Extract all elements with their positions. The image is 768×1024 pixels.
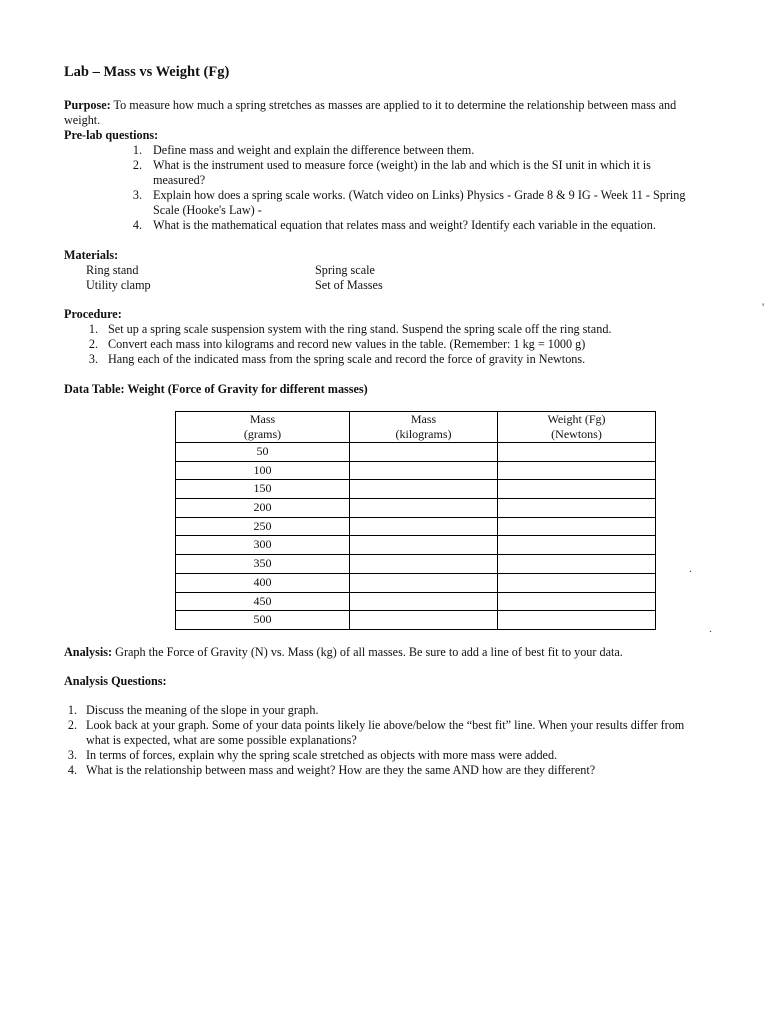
weight-newtons-cell[interactable]	[498, 611, 656, 630]
mass-grams-cell: 450	[176, 592, 350, 611]
mass-grams-cell: 500	[176, 611, 350, 630]
weight-newtons-cell[interactable]	[498, 536, 656, 555]
table-row	[176, 536, 656, 555]
stray-mark: .	[689, 561, 692, 575]
table-row	[176, 573, 656, 592]
mass-kilograms-cell[interactable]	[350, 611, 498, 630]
weight-newtons-cell[interactable]	[498, 461, 656, 480]
mass-kilograms-cell[interactable]	[350, 573, 498, 592]
procedure-list	[88, 322, 708, 367]
mass-grams-cell: 250	[176, 517, 350, 536]
table-row	[176, 499, 656, 518]
table-header-row	[176, 412, 656, 443]
table-row	[176, 443, 656, 462]
table-row	[176, 480, 656, 499]
list-item: 2. What is the instrument used to measure force (weight) in the lab and which is the SI unit in which it is measured?	[132, 158, 651, 187]
list-item: 2. Convert each mass into kilograms and record new values in the table. (Remember: 1 kg = 1000 g)	[88, 337, 586, 351]
page-title: Lab – Mass vs Weight (Fg)	[64, 64, 230, 80]
analysis-questions-list	[67, 703, 706, 778]
analysis-label: Analysis:	[64, 645, 113, 659]
prelab-heading: Pre-lab questions:	[64, 128, 159, 142]
analysis-text: Graph the Force of Gravity (N) vs. Mass (kg) of all masses. Be sure to add a line of best fit to your data.	[112, 645, 623, 659]
list-item: 4. What is the relationship between mass and weight? How are they the same AND how are they different?	[67, 763, 596, 777]
list-item: 3. Hang each of the indicated mass from the spring scale and record the force of gravity in Newtons.	[88, 352, 586, 366]
mass-grams-cell: 150	[176, 480, 350, 499]
column-header-mass-kilograms: Mass (kilograms)	[350, 412, 498, 443]
mass-kilograms-cell[interactable]	[350, 443, 498, 462]
list-item: 4. What is the mathematical equation that relates mass and weight? Identify each variable in the equation.	[132, 218, 656, 232]
mass-kilograms-cell[interactable]	[350, 461, 498, 480]
weight-newtons-cell[interactable]	[498, 592, 656, 611]
list-item: 2. Look back at your graph. Some of your data points likely lie above/below the “best fit” line. When your results differ from what is expected, what are some possible explanations?	[67, 718, 685, 747]
table-row	[176, 555, 656, 574]
stray-mark: '	[762, 300, 765, 314]
analysis-paragraph	[64, 645, 704, 660]
weight-newtons-cell[interactable]	[498, 499, 656, 518]
weight-newtons-cell[interactable]	[498, 517, 656, 536]
procedure-heading: Procedure:	[64, 307, 122, 321]
mass-grams-cell: 300	[176, 536, 350, 555]
material-item: Utility clamp	[86, 278, 151, 292]
material-item: Spring scale	[315, 263, 375, 277]
list-item: 3. Explain how does a spring scale works. (Watch video on Links) Physics - Grade 8 & 9 IG - Week 11 - Spring Scale (Hooke's Law) -	[132, 188, 686, 217]
mass-grams-cell: 100	[176, 461, 350, 480]
materials-column-2	[315, 263, 383, 293]
table-row	[176, 611, 656, 630]
prelab-list	[132, 143, 693, 233]
mass-kilograms-cell[interactable]	[350, 480, 498, 499]
list-item: 3. In terms of forces, explain why the spring scale stretched as objects with more mass were added.	[67, 748, 558, 762]
weight-newtons-cell[interactable]	[498, 443, 656, 462]
mass-grams-cell: 400	[176, 573, 350, 592]
analysis-questions-heading: Analysis Questions:	[64, 674, 167, 688]
table-row	[176, 592, 656, 611]
table-row	[176, 461, 656, 480]
mass-grams-cell: 350	[176, 555, 350, 574]
weight-newtons-cell[interactable]	[498, 573, 656, 592]
material-item: Ring stand	[86, 263, 139, 277]
mass-kilograms-cell[interactable]	[350, 592, 498, 611]
list-item: 1. Define mass and weight and explain the difference between them.	[132, 143, 475, 157]
mass-grams-cell: 50	[176, 443, 350, 462]
mass-kilograms-cell[interactable]	[350, 536, 498, 555]
purpose-label: Purpose:	[64, 98, 111, 112]
column-header-weight-newtons: Weight (Fg) (Newtons)	[498, 412, 656, 443]
data-table-heading: Data Table: Weight (Force of Gravity for different masses)	[64, 382, 368, 396]
column-header-mass-grams: Mass (grams)	[176, 412, 350, 443]
list-item: 1. Set up a spring scale suspension system with the ring stand. Suspend the spring scale off the ring stand.	[88, 322, 612, 336]
mass-kilograms-cell[interactable]	[350, 499, 498, 518]
materials-column-1	[86, 263, 151, 293]
weight-newtons-cell[interactable]	[498, 555, 656, 574]
mass-kilograms-cell[interactable]	[350, 517, 498, 536]
stray-mark: .	[709, 621, 712, 635]
mass-grams-cell: 200	[176, 499, 350, 518]
weight-newtons-cell[interactable]	[498, 480, 656, 499]
data-table	[175, 411, 656, 630]
purpose-text: To measure how much a spring stretches as masses are applied to it to determine the relationship between mass and weight.	[64, 98, 677, 127]
list-item: 1. Discuss the meaning of the slope in your graph.	[67, 703, 319, 717]
material-item: Set of Masses	[315, 278, 383, 292]
purpose-paragraph	[64, 98, 704, 128]
mass-kilograms-cell[interactable]	[350, 555, 498, 574]
materials-heading: Materials:	[64, 248, 119, 262]
table-row	[176, 517, 656, 536]
